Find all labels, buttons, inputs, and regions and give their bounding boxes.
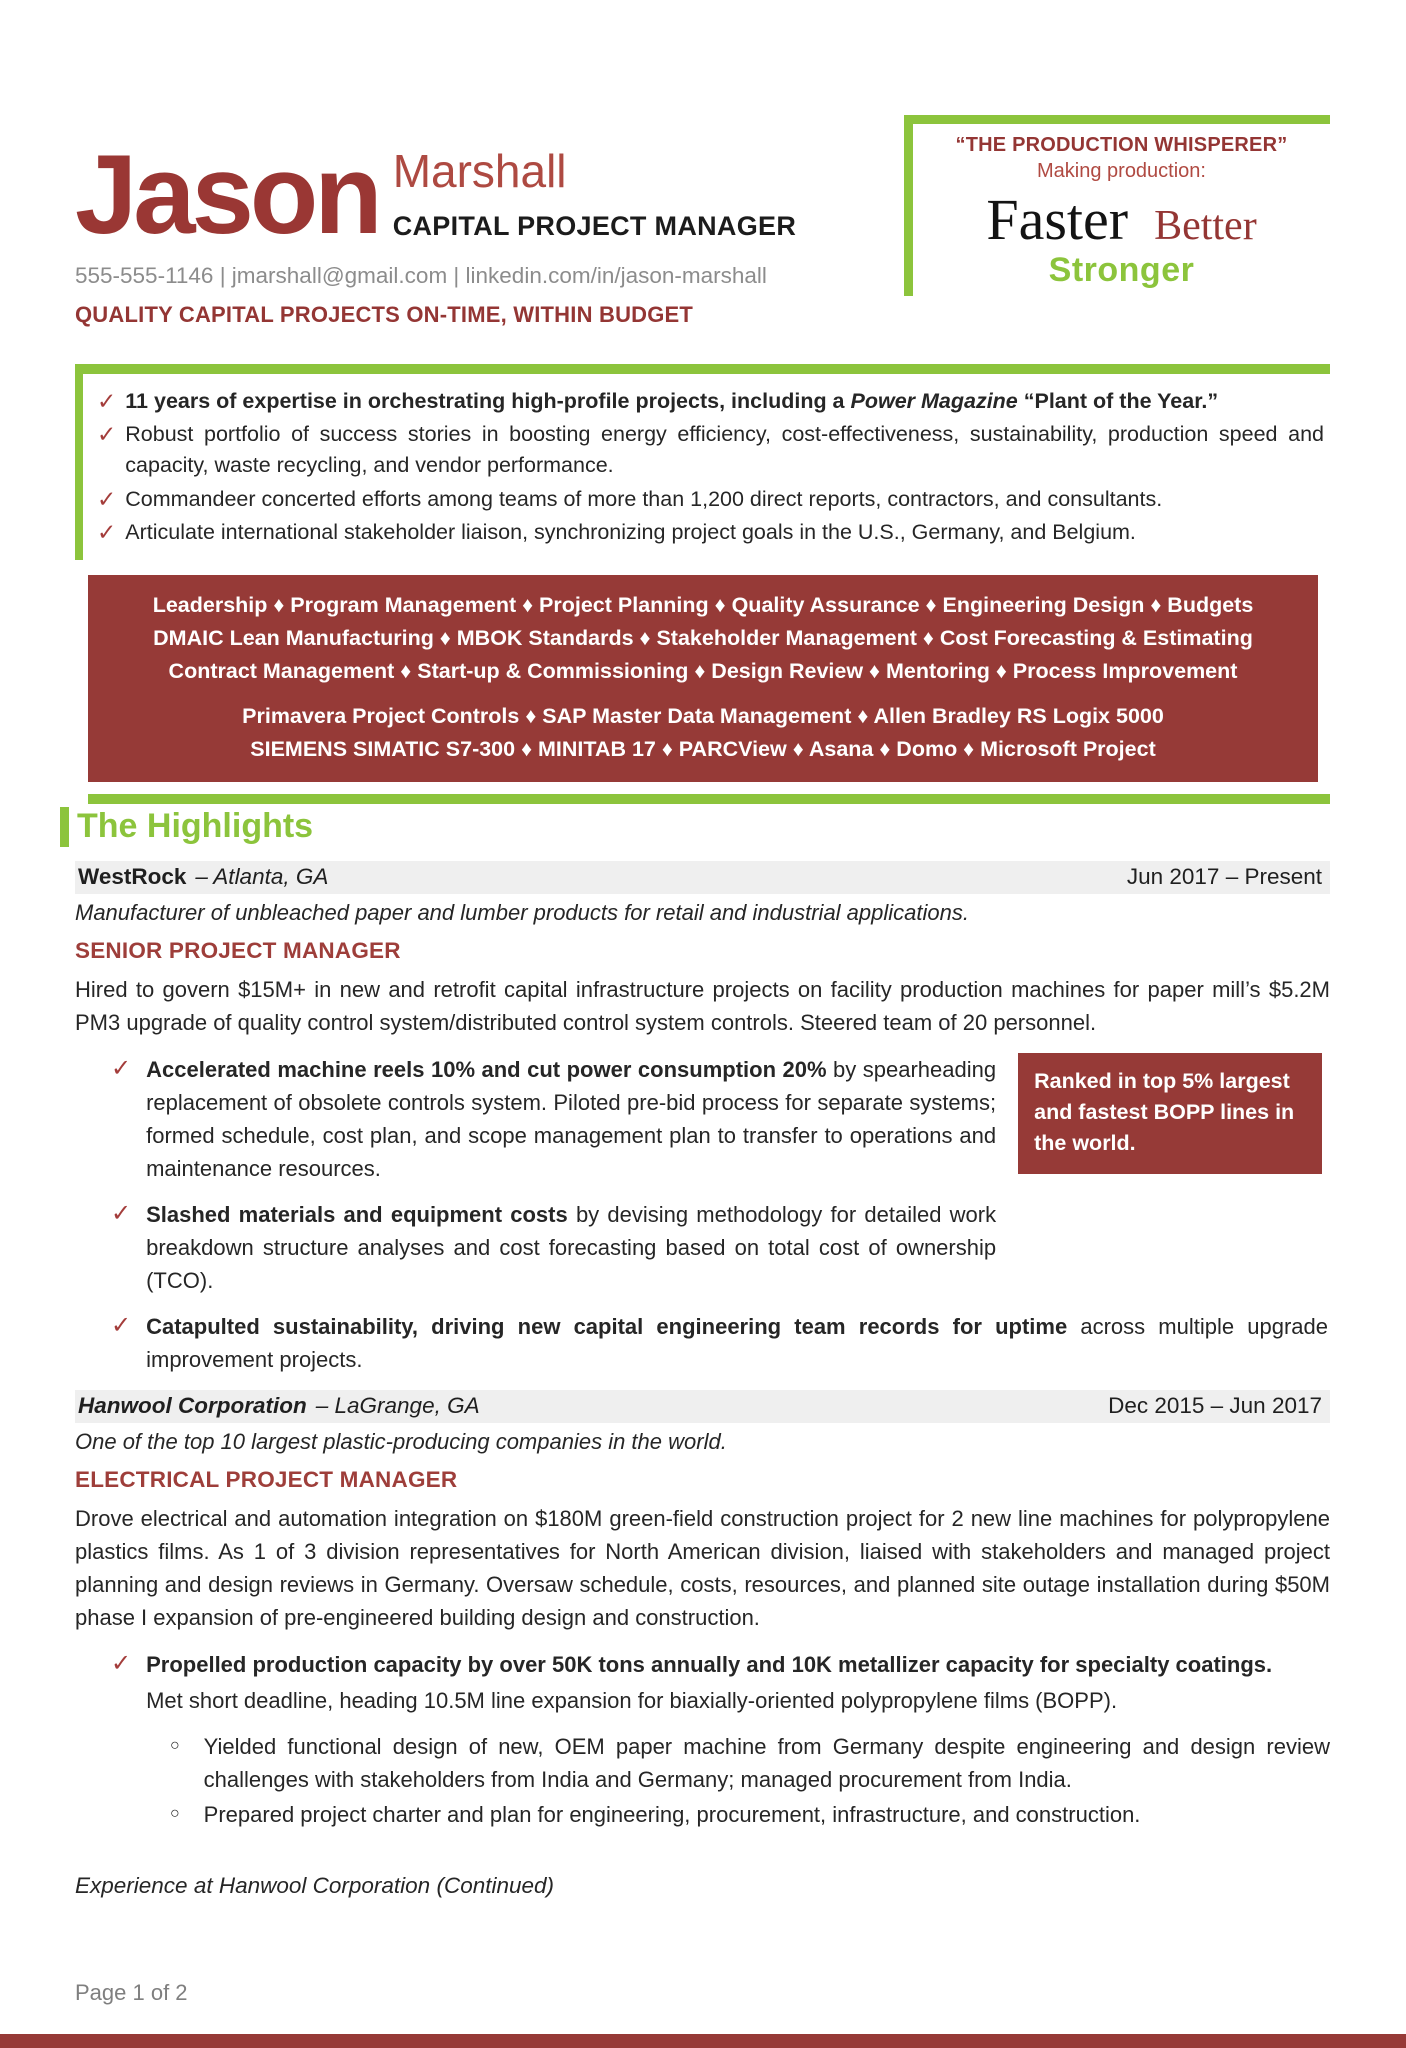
section-rule	[88, 794, 1330, 804]
last-name: Marshall	[392, 145, 567, 197]
page-title: CAPITAL PROJECT MANAGER	[392, 211, 797, 242]
skills-group	[96, 589, 1310, 689]
header-left	[75, 115, 796, 328]
company-and-location	[78, 1393, 480, 1419]
production-whisperer-callout	[904, 115, 1330, 296]
job-dates: Jun 2017 – Present	[1126, 863, 1322, 889]
circle-bullet-icon: ○	[170, 1736, 180, 1754]
bullet-item	[111, 1198, 1330, 1297]
skills-line: Primavera Project Controls ♦ SAP Master Data Management ♦ Allen Bradley RS Logix 5000	[242, 703, 1164, 728]
company-name: WestRock	[78, 863, 187, 889]
header	[75, 115, 1330, 328]
bullet-text	[146, 1648, 1330, 1717]
sub-bullet-text: Yielded functional design of new, OEM paper machine from Germany despite engineering and design review challenges with stakeholders from India and Germany; managed procurement from India.	[203, 1733, 1330, 1792]
bullet-text: Slashed materials and equipment costs by devising methodology for detailed work breakdown structure analyses and cost forecasting based on total cost of ownership (TCO).	[146, 1201, 997, 1293]
word-better: Better	[1154, 203, 1257, 249]
summary-text: Robust portfolio of success stories in boosting energy efficiency, cost-effectiveness, sustainability, production speed and capacity, waste recycling, and vendor performance.	[125, 422, 1324, 478]
section-heading: The Highlights	[60, 807, 1330, 846]
skills-group	[96, 700, 1310, 767]
bullet-item	[111, 1053, 1330, 1185]
job-header-hanwool	[75, 1390, 1330, 1423]
bullet-item	[111, 1310, 1330, 1376]
summary-box	[75, 364, 1330, 560]
name-block	[75, 132, 797, 257]
continued-note: Experience at Hanwool Corporation (Continued)	[75, 1872, 555, 1898]
company-name: Hanwool Corporation	[78, 1392, 307, 1418]
summary-item	[97, 517, 1328, 548]
summary-text: 11 years of expertise in orchestrating high-profile projects, including a Power Magazine “Plant of the Year.”	[125, 389, 1219, 413]
sub-bullets	[170, 1730, 1330, 1831]
check-icon: ✓	[97, 421, 117, 448]
check-icon: ✓	[111, 1311, 132, 1339]
company-blurb: One of the top 10 largest plastic-producing companies in the world.	[75, 1428, 727, 1454]
check-icon: ✓	[111, 1054, 132, 1082]
contact-line: 555-555-1146 | jmarshall@gmail.com | linkedin.com/in/jason-marshall	[75, 263, 767, 288]
word-faster: Faster	[986, 187, 1129, 252]
summary-text: Articulate international stakeholder liaison, synchronizing project goals in the U.S., Germany, and Belgium.	[125, 519, 1136, 544]
company-location: – Atlanta, GA	[195, 863, 329, 889]
job-dates: Dec 2015 – Jun 2017	[1108, 1392, 1322, 1418]
bullet-follow-line: Met short deadline, heading 10.5M line expansion for biaxially-oriented polypropylene films (BOPP).	[146, 1687, 1118, 1713]
name-side	[393, 139, 796, 242]
first-name: Jason	[75, 132, 379, 257]
sub-bullet-item	[170, 1798, 1330, 1831]
bottom-accent-bar	[0, 2034, 1406, 2048]
job-bullets	[111, 1648, 1330, 1717]
check-icon: ✓	[111, 1199, 132, 1227]
circle-bullet-icon: ○	[170, 1804, 180, 1822]
company-blurb: Manufacturer of unbleached paper and lumber products for retail and industrial applications.	[75, 899, 969, 925]
skills-box	[88, 575, 1318, 783]
summary-item	[97, 386, 1328, 417]
job-intro: Hired to govern $15M+ in new and retrofit capital infrastructure projects on facility production machines for paper mill’s $5.2M PM3 upgrade of quality control system/distributed control system controls. Steered team of 20 personnel.	[75, 976, 1330, 1035]
job-header-westrock	[75, 861, 1330, 894]
company-and-location	[78, 864, 328, 890]
summary-item	[97, 419, 1328, 481]
check-icon: ✓	[97, 388, 117, 414]
ranked-callout-box: Ranked in top 5% largest and fastest BOPP lines in the world.	[1018, 1053, 1322, 1175]
callout-quote: “THE PRODUCTION WHISPERER”	[955, 134, 1288, 156]
sub-bullet-item	[170, 1730, 1330, 1796]
bullet-bold-line: Propelled production capacity by over 50K tons annually and 10K metallizer capacity for specialty coatings.	[146, 1651, 1273, 1677]
sub-bullet-text: Prepared project charter and plan for engineering, procurement, infrastructure, and construction.	[203, 1801, 1141, 1827]
bullet-text: Catapulted sustainability, driving new capital engineering team records for uptime across multiple upgrade improvement projects.	[146, 1313, 1328, 1372]
job-bullets	[111, 1053, 1330, 1376]
summary-text: Commandeer concerted efforts among teams of more than 1,200 direct reports, contractors, and consultants.	[125, 486, 1163, 511]
check-icon: ✓	[97, 485, 117, 512]
check-icon: ✓	[111, 1649, 132, 1677]
job-role: ELECTRICAL PROJECT MANAGER	[75, 1466, 458, 1492]
skills-line: Leadership ♦ Program Management ♦ Project Planning ♦ Quality Assurance ♦ Engineering Design ♦ Budgets	[152, 592, 1254, 617]
skills-line: Contract Management ♦ Start-up & Commissioning ♦ Design Review ♦ Mentoring ♦ Process Improvement	[168, 659, 1238, 684]
callout-subtitle: Making production:	[1037, 160, 1206, 182]
skills-line: SIEMENS SIMATIC S7-300 ♦ MINITAB 17 ♦ PARCView ♦ Asana ♦ Domo ♦ Microsoft Project	[250, 737, 1156, 762]
summary-item	[97, 484, 1328, 515]
bullet-item	[111, 1648, 1330, 1717]
job-role: SENIOR PROJECT MANAGER	[75, 937, 401, 963]
bullet-text: Accelerated machine reels 10% and cut power consumption 20% by spearheading replacement of obsolete controls system. Piloted pre-bid process for separate systems; formed schedule, cost plan, and scope management plan to transfer to operations and maintenance resources.	[146, 1056, 997, 1181]
word-stronger: Stronger	[1048, 251, 1195, 289]
tagline: QUALITY CAPITAL PROJECTS ON-TIME, WITHIN BUDGET	[75, 302, 694, 327]
skills-line: DMAIC Lean Manufacturing ♦ MBOK Standards ♦ Stakeholder Management ♦ Cost Forecasting & Estimating	[153, 626, 1253, 651]
check-icon: ✓	[97, 518, 117, 545]
job-intro: Drove electrical and automation integration on $180M green-field construction project for 2 new line machines for polypropylene plastics films. As 1 of 3 division representatives for North American division, liaised with stakeholders and managed project planning and design reviews in Germany. Oversaw schedule, costs, resources, and planned site outage installation during $50M phase I expansion of pre-engineered building design and construction.	[75, 1505, 1330, 1630]
company-location: – LaGrange, GA	[315, 1392, 480, 1418]
callout-words	[917, 187, 1326, 252]
page-number: Page 1 of 2	[75, 1980, 188, 2005]
